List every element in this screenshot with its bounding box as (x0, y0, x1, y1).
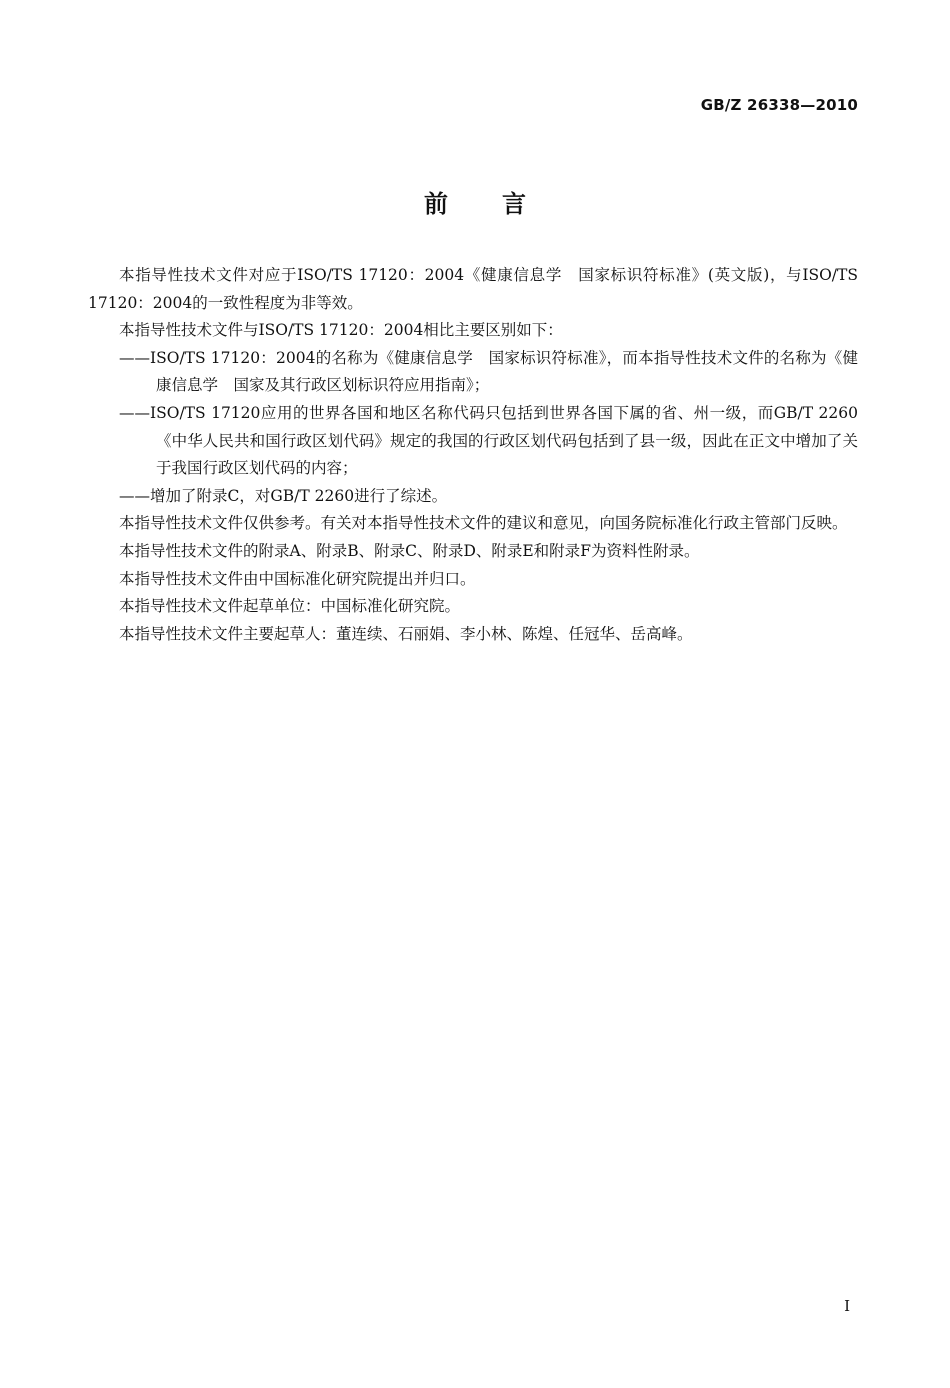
standard-code: GB/Z 26338—2010 (700, 96, 858, 114)
paragraph-drafting-unit: 本指导性技术文件起草单位：中国标准化研究院。 (119, 597, 461, 616)
foreword-body (88, 262, 858, 648)
paragraph-correspondence: 本指导性技术文件对应于ISO/TS 17120：2004《健康信息学 国家标识符标准》(英文版)，与ISO/TS 17120：2004的一致性程度为非等效。 (88, 266, 858, 312)
title-char-1: 前 (424, 190, 448, 218)
paragraph-drafters: 本指导性技术文件主要起草人：董连续、石丽娟、李小林、陈煌、任冠华、岳高峰。 (119, 624, 693, 643)
paragraph-reference-only: 本指导性技术文件仅供参考。有关对本指导性技术文件的建议和意见，向国务院标准化行政主管部门反映。 (119, 514, 848, 533)
paragraph-annexes: 本指导性技术文件的附录A、附录B、附录C、附录D、附录E和附录F为资料性附录。 (119, 541, 700, 560)
difference-item-annex: ——增加了附录C，对GB/T 2260进行了综述。 (119, 486, 448, 505)
paragraph-differences-intro: 本指导性技术文件与ISO/TS 17120：2004相比主要区别如下： (119, 321, 563, 340)
paragraph-proposer: 本指导性技术文件由中国标准化研究院提出并归口。 (119, 569, 476, 588)
page-number: I (844, 1297, 850, 1315)
difference-item-codes: ——ISO/TS 17120应用的世界各国和地区名称代码只包括到世界各国下属的省、州一级，而GB/T 2260《中华人民共和国行政区划代码》规定的我国的行政区划代码包括到了县一级，因此在正文中增加了关于我国行政区划代码的内容； (119, 403, 858, 478)
difference-item-name: ——ISO/TS 17120：2004的名称为《健康信息学 国家标识符标准》，而本指导性技术文件的名称为《健康信息学 国家及其行政区划标识符应用指南》； (119, 348, 858, 395)
title-char-2: 言 (502, 190, 526, 218)
page-title (0, 184, 950, 219)
